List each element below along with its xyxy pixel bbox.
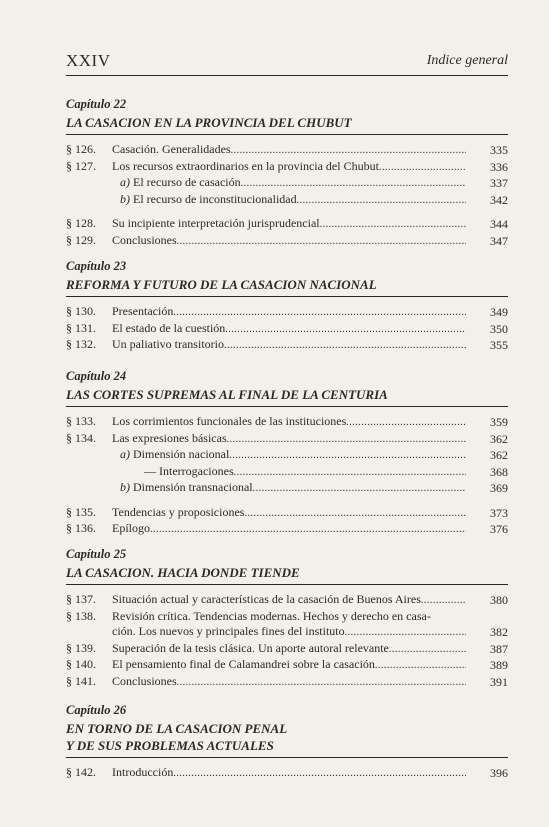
chapter-22 <box>66 96 508 249</box>
running-header <box>66 51 508 75</box>
toc-entry: § 142. Introducción ..... 396 <box>66 765 508 782</box>
toc-entry: § 132. Un paliativo transitorio ..... 355 <box>66 337 508 354</box>
chapter-rule <box>66 134 508 135</box>
toc-entry: § 131. El estado de la cuestión ..... 350 <box>66 321 508 338</box>
toc-entry: § 136. Epílogo ..... 376 <box>66 521 508 538</box>
toc-subentry: b) El recurso de inconstitucionalidad ..... 342 <box>66 192 508 209</box>
chapter-23 <box>66 258 508 354</box>
chapter-label: Capítulo 25 <box>66 547 127 561</box>
toc-entry: § 135. Tendencias y proposiciones ..... 373 <box>66 505 508 522</box>
toc-subentry: b) Dimensión transnacional ..... 369 <box>66 480 508 497</box>
chapter-24 <box>66 368 508 538</box>
chapter-rule <box>66 406 508 407</box>
toc-entry: § 137. Situación actual y características de la casación de Buenos Aires ..... 380 <box>66 592 508 609</box>
chapter-label: Capítulo 26 <box>66 703 127 717</box>
chapter-rule <box>66 296 508 297</box>
toc-entry: § 126. Casación. Generalidades ..... 335 <box>66 142 508 159</box>
chapter-title: LA CASACION EN LA PROVINCIA DEL CHUBUT <box>66 115 352 130</box>
chapter-label: Capítulo 24 <box>66 369 127 383</box>
chapter-rule <box>66 584 508 585</box>
chapter-title: LA CASACION. HACIA DONDE TIENDE <box>66 565 300 580</box>
chapter-title: LAS CORTES SUPREMAS AL FINAL DE LA CENTURIA <box>66 387 388 402</box>
chapter-label: Capítulo 23 <box>66 259 127 273</box>
toc-entry: § 141. Conclusiones ..... 391 <box>66 674 508 691</box>
toc-entry: § 130. Presentación ..... 349 <box>66 304 508 321</box>
page-number-roman: XXIV <box>66 51 111 70</box>
toc-entry: § 133. Los corrimientos funcionales de las instituciones ..... 359 <box>66 414 508 431</box>
chapter-label: Capítulo 22 <box>66 97 127 111</box>
chapter-title: EN TORNO DE LA CASACION PENAL Y DE SUS PROBLEMAS ACTUALES <box>66 721 288 753</box>
toc-subentry: — Interrogaciones ..... 368 <box>66 464 508 481</box>
toc-entry: § 129. Conclusiones ..... 347 <box>66 233 508 250</box>
running-title: Indice general <box>426 53 508 68</box>
toc-entry: § 139. Superación de la tesis clásica. Un aporte autoral relevante ..... 387 <box>66 641 508 658</box>
chapter-26 <box>66 702 508 782</box>
toc-entry: § 134. Las expresiones básicas ..... 362 <box>66 431 508 448</box>
toc-entry: § 127. Los recursos extraordinarios en la provincia del Chubut ..... 336 <box>66 159 508 176</box>
toc-entry: § 140. El pensamiento final de Calamandrei sobre la casación ..... 389 <box>66 657 508 674</box>
chapter-rule <box>66 757 508 758</box>
toc-entry: § 138. Revisión crítica. Tendencias modernas. Hechos y derecho en casa- ción. Los nuevos y principales fines del instituto ..... 382 <box>66 609 508 641</box>
toc-subentry: a) El recurso de casación ..... 337 <box>66 175 508 192</box>
chapter-title: REFORMA Y FUTURO DE LA CASACION NACIONAL <box>66 277 377 292</box>
toc-subentry: a) Dimensión nacional ..... 362 <box>66 447 508 464</box>
chapter-25 <box>66 546 508 690</box>
toc-entry: § 128. Su incipiente interpretación jurisprudencial ..... 344 <box>66 216 508 233</box>
header-rule <box>66 75 508 76</box>
